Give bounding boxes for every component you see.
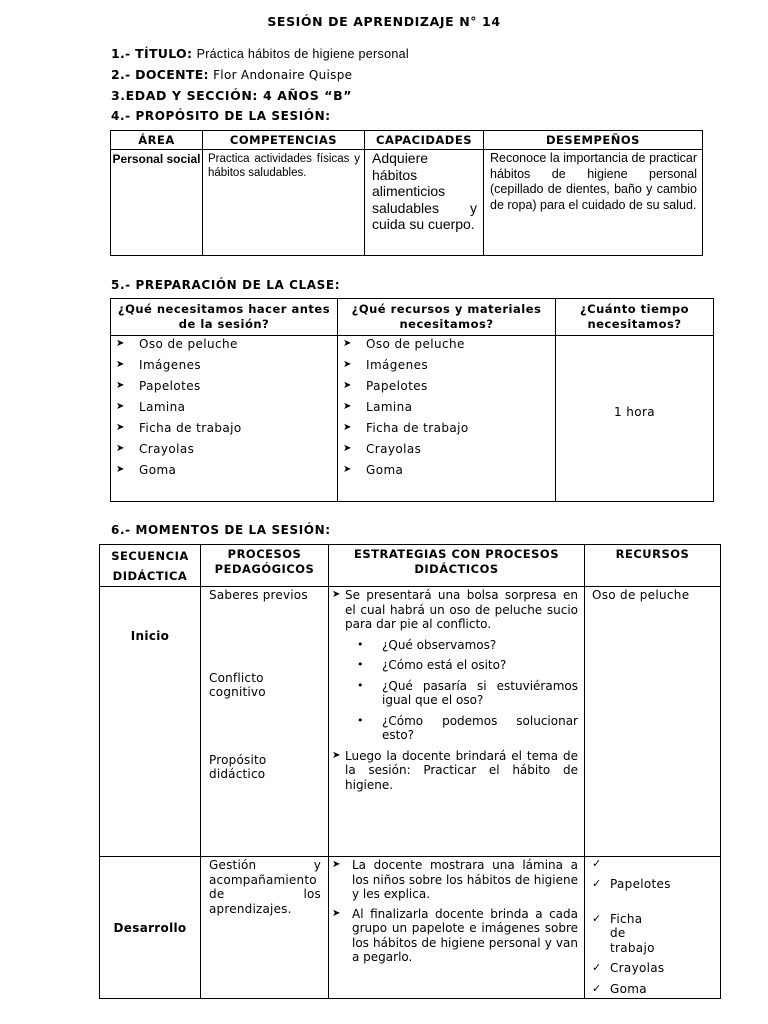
list-item: ➤ Lamina [111, 399, 337, 420]
recursos-list [338, 336, 555, 483]
edad-seccion-line: 3.EDAD Y SECCIÓN: 4 AÑOS “B” [111, 88, 353, 103]
desarrollo-recursos-list [592, 857, 714, 996]
list-item: ➤ Goma [111, 462, 337, 483]
list-item: ➤ Papelotes [338, 378, 555, 399]
list-item: ➤ Oso de peluche [338, 336, 555, 357]
list-item: • ¿Cómo está el osito? [332, 658, 578, 673]
header-tiempo: ¿Cuánto tiempo necesitamos? [556, 299, 714, 336]
list-item: ➤ Oso de peluche [111, 336, 337, 357]
estrategia-lamina: ➤ La docente mostrara una lámina a los niños sobre los hábitos de higiene y les explica. [332, 858, 578, 902]
list-item: ➤ Imágenes [111, 357, 337, 378]
inicio-procesos-cell [201, 587, 329, 857]
desarrollo-recursos-cell [585, 857, 721, 999]
header-desempenos: DESEMPEÑOS [484, 131, 703, 150]
header-procesos: PROCESOS PEDAGÓGICOS [201, 545, 329, 587]
preguntas-list [332, 638, 578, 743]
tiempo-cell: 1 hora [556, 336, 714, 502]
list-item: • ¿Qué observamos? [332, 638, 578, 653]
momentos-table [99, 544, 721, 999]
list-item: ✓ Ficha de trabajo [592, 912, 714, 956]
titulo-value: Práctica hábitos de higiene personal [196, 47, 409, 61]
competencias-cell: Practica actividades físicas y hábitos saludables. [203, 150, 365, 256]
list-item: ➤ Imágenes [338, 357, 555, 378]
document-title: SESIÓN DE APRENDIZAJE N° 14 [267, 14, 501, 29]
proposito-table [110, 130, 703, 256]
list-item: ➤ Lamina [338, 399, 555, 420]
inicio-recursos-cell [585, 587, 721, 857]
list-item: ➤ Ficha de trabajo [111, 420, 337, 441]
desarrollo-estrategias-cell [329, 857, 585, 999]
header-secuencia: SECUENCIA DIDÁCTICA [100, 545, 201, 587]
list-item: ➤ Crayolas [338, 441, 555, 462]
list-item: • ¿Qué pasaría si estuviéramos igual que el oso? [332, 679, 578, 708]
estrategia-proposito: ➤ Luego la docente brindará el tema de la sesión: Practicar el hábito de higiene. [332, 749, 578, 793]
list-item: ✓ Goma [592, 982, 714, 997]
estrategia-bolsa: ➤ Se presentará una bolsa sorpresa en el cual habrá un oso de peluche sucio para dar pie al conflicto. [332, 588, 578, 632]
list-item [592, 857, 714, 877]
titulo-line [111, 46, 409, 61]
docente-line [111, 67, 352, 82]
desarrollo-proceso-cell [201, 857, 329, 999]
estrategia-papelote: ➤ Al finalizarla docente brinda a cada grupo un papelote e imágenes sobre los hábitos de higiene personal y van a pegarlo. [332, 907, 578, 965]
antes-list [111, 336, 337, 483]
preparacion-section-label: 5.- PREPARACIÓN DE LA CLASE: [111, 278, 341, 292]
desempenos-cell: Reconoce la importancia de practicar hábitos de higiene personal (cepillado de dientes, baño y cambio de ropa) para el cuidado de su salud. [484, 150, 703, 256]
list-item: ➤ Ficha de trabajo [338, 420, 555, 441]
header-recursos-momentos: RECURSOS [585, 545, 721, 587]
proceso-conflicto: Conflicto cognitivo [209, 670, 266, 699]
list-item: ➤ Crayolas [111, 441, 337, 462]
header-recursos: ¿Qué recursos y materiales necesitamos? [338, 299, 556, 336]
area-cell: Personal social [111, 150, 203, 256]
docente-label: 2.- DOCENTE: [111, 67, 209, 82]
proceso-saberes: Saberes previos [209, 588, 308, 602]
proceso-gestion: Gestión y acompañamiento de los aprendizajes. [209, 858, 321, 916]
capacidades-cell: Adquiere hábitos alimenticios saludables y cuida su cuerpo. [365, 150, 484, 256]
antes-cell [111, 336, 338, 502]
header-estrategias: ESTRATEGIAS CON PROCESOS DIDÁCTICOS [329, 545, 585, 587]
inicio-estrategias-cell [329, 587, 585, 857]
desarrollo-label: Desarrollo [100, 857, 201, 999]
header-antes: ¿Qué necesitamos hacer antes de la sesión? [111, 299, 338, 336]
recurso-oso: Oso de peluche [592, 588, 690, 602]
header-area: ÁREA [111, 131, 203, 150]
list-item: • ¿Cómo podemos solucionar esto? [332, 714, 578, 743]
preparacion-table [110, 298, 714, 502]
momentos-section-label: 6.- MOMENTOS DE LA SESIÓN: [111, 523, 331, 537]
list-item: ➤ Papelotes [111, 378, 337, 399]
inicio-label: Inicio [100, 587, 201, 857]
titulo-label: 1.- TÍTULO: [111, 46, 193, 61]
list-item: ➤ Goma [338, 462, 555, 483]
proposito-section-label: 4.- PROPÓSITO DE LA SESIÓN: [111, 109, 331, 123]
proceso-proposito: Propósito didáctico [209, 752, 267, 781]
list-item: ✓ Papelotes [592, 877, 714, 892]
list-item: ✓ Crayolas [592, 961, 714, 976]
header-competencias: COMPETENCIAS [203, 131, 365, 150]
header-capacidades: CAPACIDADES [365, 131, 484, 150]
recursos-cell [338, 336, 556, 502]
docente-value: Flor Andonaire Quispe [213, 68, 353, 82]
